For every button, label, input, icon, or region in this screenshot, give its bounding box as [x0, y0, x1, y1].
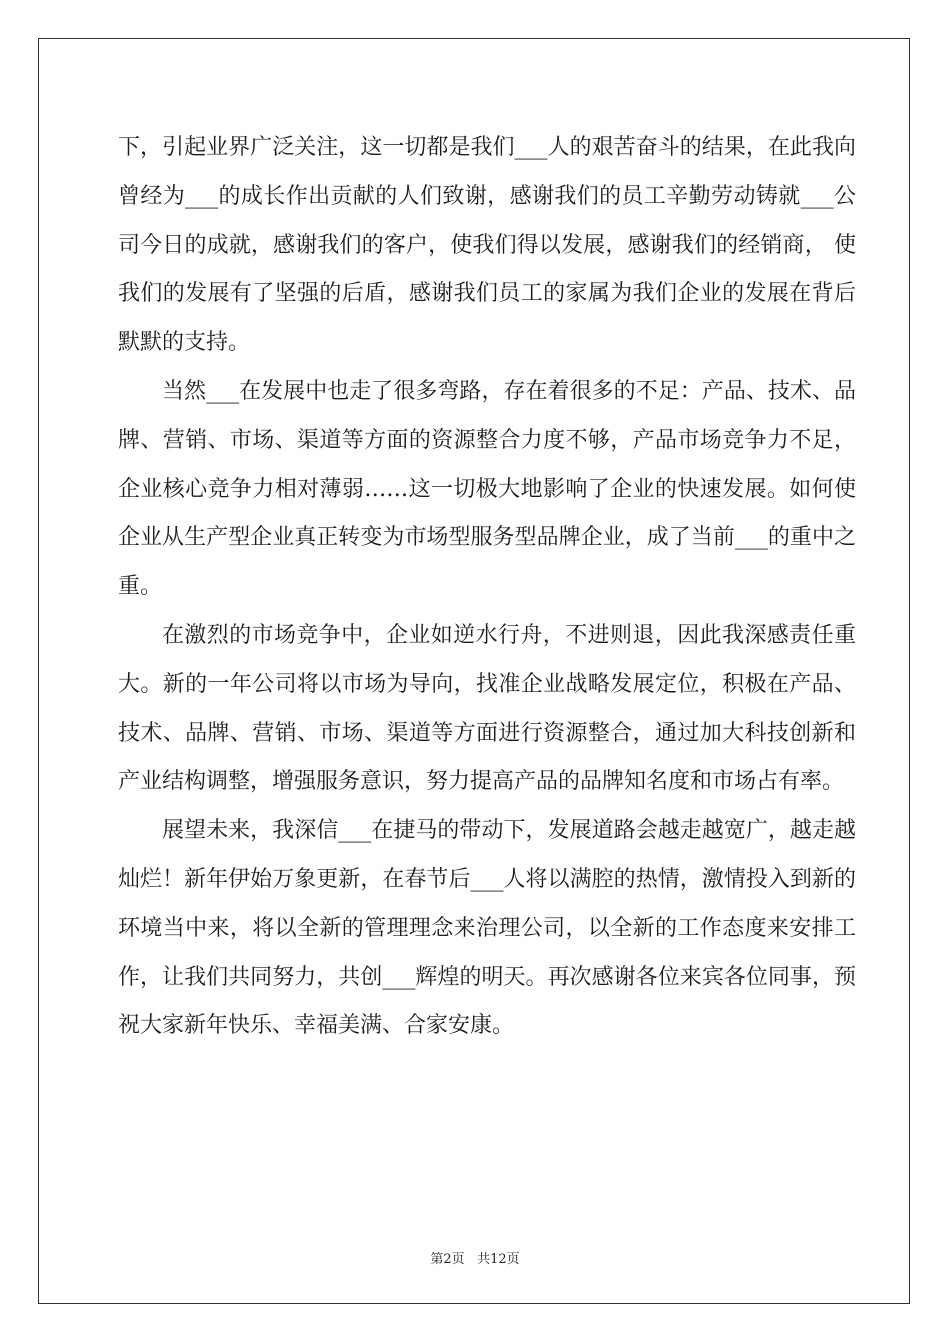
paragraph-1: 下，引起业界广泛关注，这一切都是我们___人的艰苦奋斗的结果，在此我向曾经为___的成长作出贡献的人们致谢，感谢我们的员工辛勤劳动铸就___公司今日的成就，感谢我们的客户，使我们得以发展，感谢我们的经销商， 使我们的发展有了坚强的后盾，感谢我们员工的家属为我们企业的发展在背后默默的支持。 — [118, 135, 856, 356]
paragraph-3: 在激烈的市场竞争中，企业如逆水行舟，不进则退，因此我深感责任重大。新的一年公司将以市场为导向，找准企业战略发展定位，积极在产品、技术、品牌、营销、市场、渠道等方面进行资源整合，通过加大科技创新和产业结构调整，增强服务意识，努力提高产品的品牌知名度和市场占有率。 — [118, 622, 856, 795]
document-body — [118, 124, 856, 1051]
page-total: 共12页 — [477, 1252, 520, 1267]
page-footer — [0, 1248, 950, 1267]
paragraph-2: 当然___在发展中也走了很多弯路，存在着很多的不足：产品、技术、品牌、营销、市场、渠道等方面的资源整合力度不够，产品市场竞争力不足，企业核心竞争力相对薄弱……这一切极大地影响了企业的快速发展。如何使企业从生产型企业真正转变为市场型服务型品牌企业，成了当前___的重中之重。 — [118, 378, 856, 600]
page-number: 第2页 — [430, 1252, 465, 1267]
paragraph-4: 展望未来，我深信___在捷马的带动下，发展道路会越走越宽广，越走越灿烂！新年伊始万象更新，在春节后___人将以满腔的热情，激情投入到新的环境当中来，将以全新的管理理念来治理公司，以全新的工作态度来安排工作，让我们共同努力，共创___辉煌的明天。再次感谢各位来宾各位同事，预祝大家新年快乐、幸福美满、合家安康。 — [118, 818, 856, 1039]
